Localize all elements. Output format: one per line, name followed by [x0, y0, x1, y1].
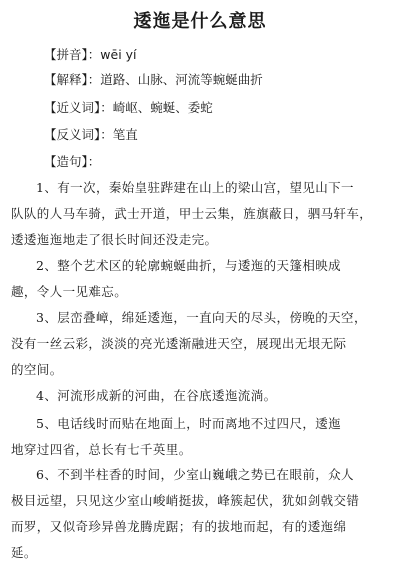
- example-paragraph-1: [11, 175, 387, 253]
- synonyms-label: 近义词: [56, 100, 95, 115]
- paragraph-line: 地穿过四省，总长有七千英里。: [11, 442, 192, 457]
- meaning-label: 解释: [56, 72, 82, 87]
- example-paragraph-2: [11, 253, 387, 305]
- examples-label: 造句: [56, 154, 82, 169]
- paragraph-line: 逶逶迤迤地走了很长时间还没走完。: [11, 232, 218, 247]
- pinyin-label: 拼音: [56, 47, 82, 62]
- pinyin-value: wēi yí: [100, 47, 137, 62]
- antonyms-label: 反义词: [56, 127, 95, 142]
- example-paragraph-4: [11, 383, 387, 409]
- example-paragraph-5: [11, 411, 387, 463]
- paragraph-line: 5、电话线时而贴在地面上，时而离地不过四尺，逶迤: [36, 416, 342, 431]
- meaning-value: 道路、山脉、河流等蜿蜒曲折: [100, 72, 263, 87]
- example-paragraph-6: [11, 462, 387, 566]
- paragraph-line: 而罗，又似奇珍异兽龙腾虎踞；有的拔地而起，有的逶迤绵: [11, 519, 347, 534]
- page-title: 逶迤是什么意思: [133, 11, 267, 32]
- meaning-field: 【解释】：道路、山脉、河流等蜿蜒曲折: [44, 72, 263, 87]
- paragraph-line: 1、有一次，秦始皇驻跸建在山上的梁山宫，望见山下一: [36, 180, 354, 195]
- antonyms-value: 笔直: [112, 127, 138, 142]
- paragraph-line: 的空间。: [11, 362, 63, 377]
- paragraph-line: 没有一丝云彩，淡淡的亮光逶渐融进天空，展现出无垠无际: [11, 336, 347, 351]
- antonyms-field: 【反义词】：笔直: [44, 127, 138, 142]
- paragraph-line: 3、层峦叠嶂，绵延逶迤，一直向天的尽头，傍晚的天空，: [36, 310, 367, 325]
- synonyms-value: 崎岖、蜿蜒、委蛇: [112, 100, 213, 115]
- paragraph-line: 4、河流形成新的河曲，在谷底逶迤流淌。: [36, 388, 277, 403]
- paragraph-line: 2、整个艺术区的轮廓蜿蜒曲折，与逶迤的天篷相映成: [36, 258, 342, 273]
- paragraph-line: 趣，令人一见难忘。: [11, 284, 128, 299]
- pinyin-field: 【拼音】：wēi yí: [44, 47, 137, 62]
- paragraph-line: 队队的人马车骑，武士开道，甲士云集，旌旗蔽日，驷马轩车，: [11, 206, 373, 221]
- synonyms-field: 【近义词】：崎岖、蜿蜒、委蛇: [44, 100, 213, 115]
- paragraph-line: 6、不到半柱香的时间，少室山巍峨之势已在眼前，众人: [36, 467, 354, 482]
- paragraph-line: 极目远望，只见这少室山峻峭挺拔，峰簇起伏，犹如剑戟交错: [11, 493, 360, 508]
- example-paragraph-3: [11, 305, 387, 383]
- examples-heading: 【造句】：: [44, 154, 101, 169]
- paragraph-line: 延。: [11, 545, 37, 560]
